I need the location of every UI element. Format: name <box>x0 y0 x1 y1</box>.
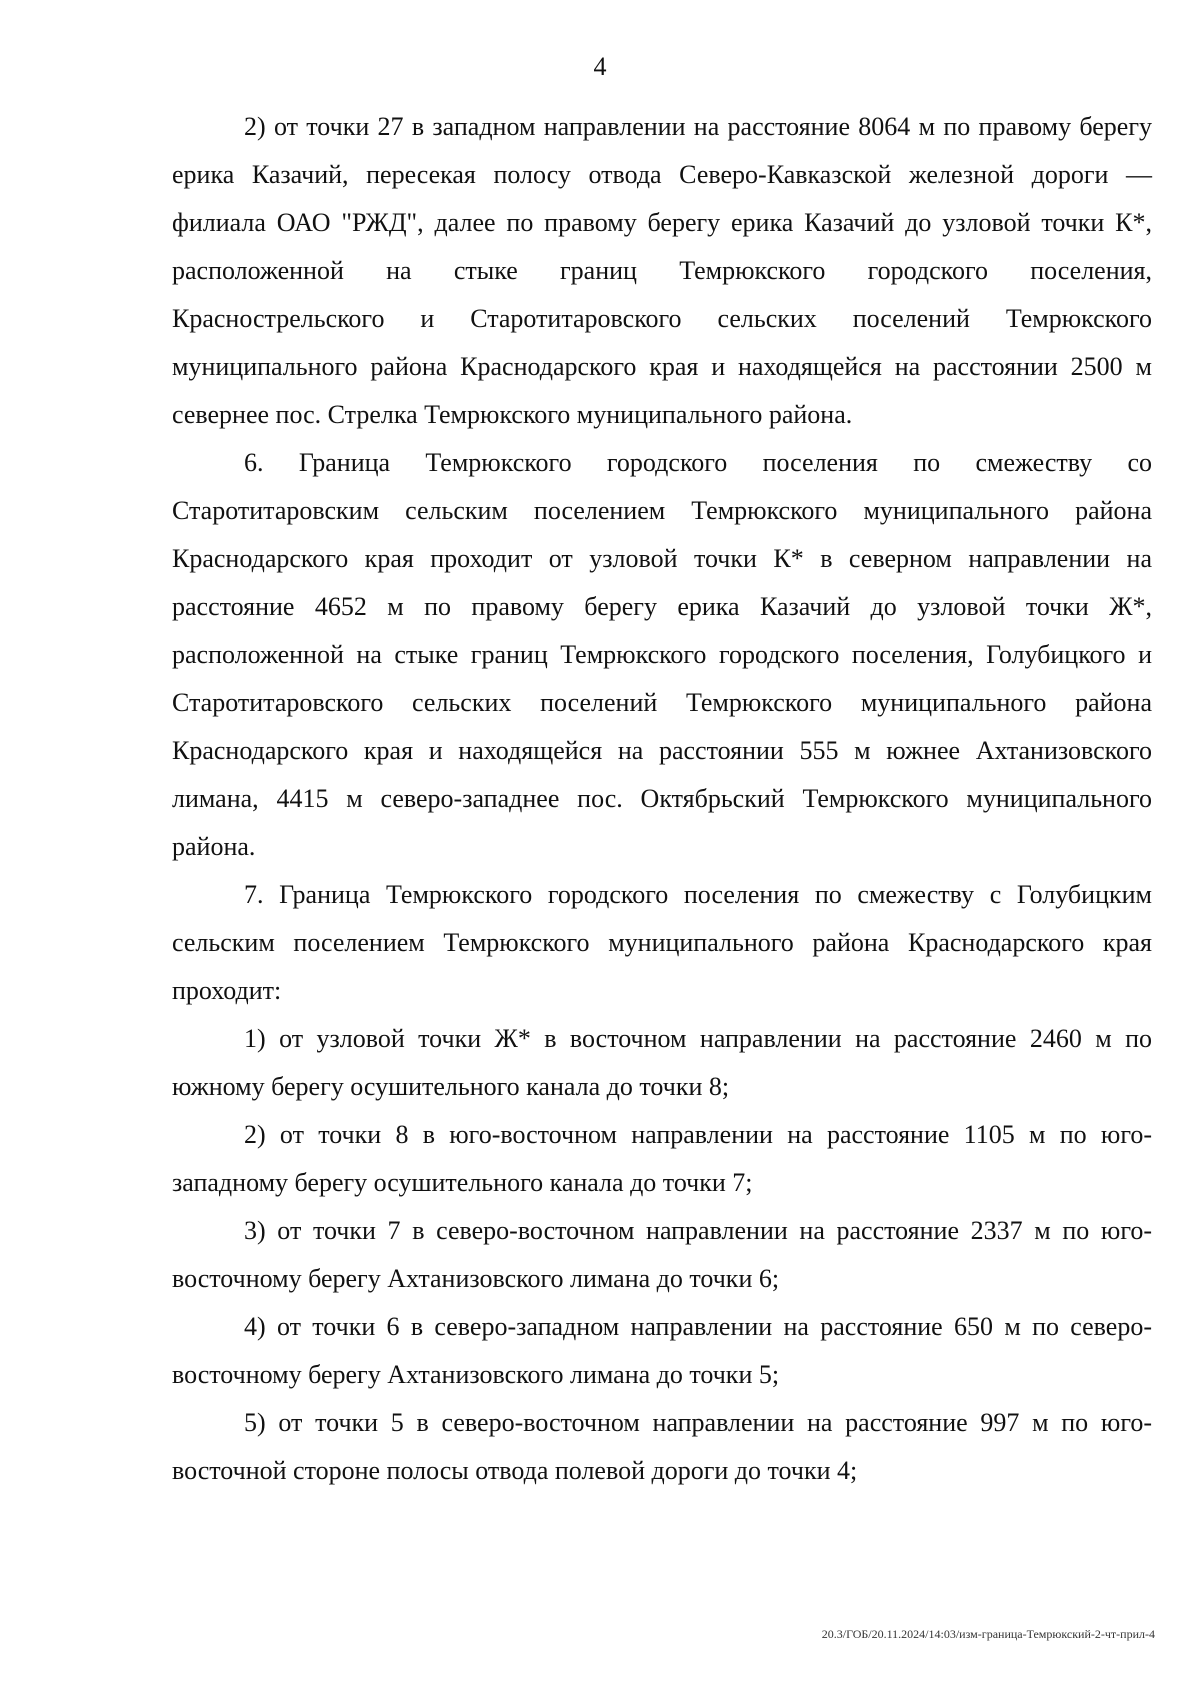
page-number: 4 <box>593 52 607 81</box>
document-body <box>172 103 1152 1495</box>
document-footer-code: 20.3/ГОБ/20.11.2024/14:03/изм-граница-Темрюкский-2-чт-прил-4 <box>821 1627 1155 1641</box>
paragraph-section-6: 6. Граница Темрюкского городского поселения по смежеству со Старотитаровским сельским поселением Темрюкского муниципального района Краснодарского края проходит от узловой точки К* в северном направлении на расстояние 4652 м по правому берегу ерика Казачий до узловой точки Ж*, расположенной на стыке границ Темрюкского городского поселения, Голубицкого и Старотитаровского сельских поселений Темрюкского муниципального района Краснодарского края и находящейся на расстоянии 555 м южнее Ахтанизовского лимана, 4415 м северо-западнее пос. Октябрьский Темрюкского муниципального района. <box>172 448 1152 861</box>
paragraph-item-4: 4) от точки 6 в северо-западном направлении на расстояние 650 м по северо-восточному берегу Ахтанизовского лимана до точки 5; <box>172 1312 1152 1389</box>
paragraph-boundary-point-27: 2) от точки 27 в западном направлении на расстояние 8064 м по правому берегу ерика Казачий, пересекая полосу отвода Северо-Кавказской железной дороги — филиала ОАО "РЖД", далее по правому берегу ерика Казачий до узловой точки К*, расположенной на стыке границ Темрюкского городского поселения, Краснострельского и Старотитаровского сельских поселений Темрюкского муниципального района Краснодарского края и находящейся на расстоянии 2500 м севернее пос. Стрелка Темрюкского муниципального района. <box>172 112 1152 429</box>
paragraph-item-2: 2) от точки 8 в юго-восточном направлении на расстояние 1105 м по юго-западному берегу осушительного канала до точки 7; <box>172 1120 1152 1197</box>
paragraph-item-1: 1) от узловой точки Ж* в восточном направлении на расстояние 2460 м по южному берегу осушительного канала до точки 8; <box>172 1024 1152 1101</box>
paragraph-item-5: 5) от точки 5 в северо-восточном направлении на расстояние 997 м по юго-восточной стороне полосы отвода полевой дороги до точки 4; <box>172 1408 1152 1485</box>
paragraph-section-7: 7. Граница Темрюкского городского поселения по смежеству с Голубицким сельским поселением Темрюкского муниципального района Краснодарского края проходит: <box>172 880 1152 1005</box>
paragraph-item-3: 3) от точки 7 в северо-восточном направлении на расстояние 2337 м по юго-восточному берегу Ахтанизовского лимана до точки 6; <box>172 1216 1152 1293</box>
